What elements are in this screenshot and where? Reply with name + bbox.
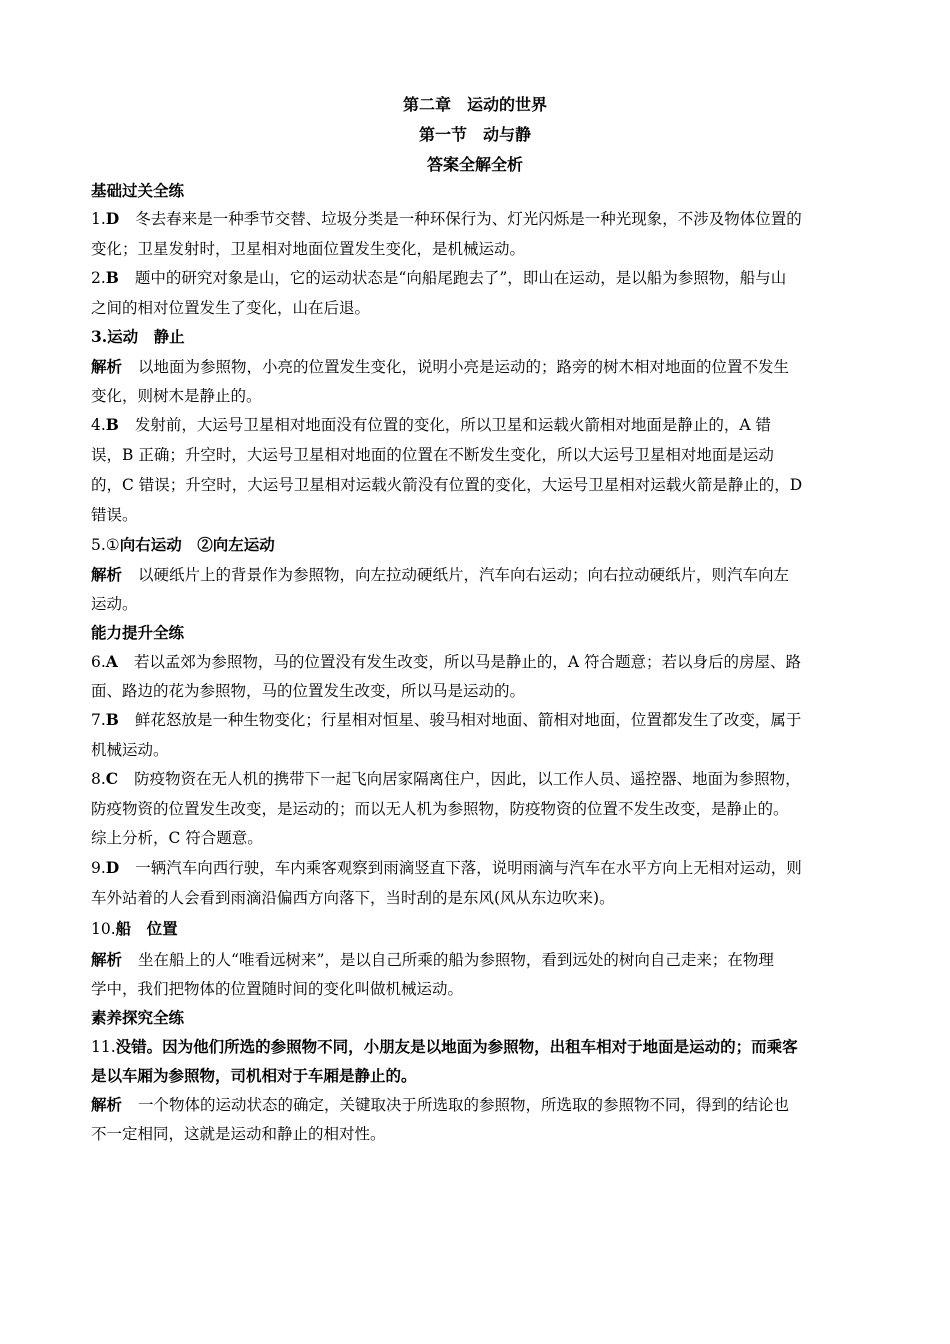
q8-line3: 综上分析，C 符合题意。 (91, 829, 263, 847)
q6-number: 6. (91, 653, 106, 671)
q6-answer: A (105, 652, 118, 671)
q5-line2: 运动。 (91, 595, 138, 613)
q5-line1 (91, 565, 789, 585)
q8-line2: 防疫物资的位置发生改变，是运动的；而以无人机为参照物，防疫物资的位置不发生改变，是静止的。 (91, 800, 789, 818)
q11-answer: 没错。因为他们所选的参照物不同，小朋友是以地面为参照物，出租车相对于地面是运动的；而乘客 (115, 1037, 798, 1056)
q3-line2: 变化，则树木是静止的。 (91, 387, 262, 405)
q10-line2: 学中，我们把物体的位置随时间的变化叫做机械运动。 (91, 980, 464, 998)
q10-answer: 船 位置 (115, 919, 178, 938)
q2-line2: 之间的相对位置发生了变化，山在后退。 (91, 299, 371, 317)
q1-text: 冬去春来是一种季节交替、垃圾分类是一种环保行为、灯光闪烁是一种光现象，不涉及物体位置的 (135, 210, 802, 228)
chapter-title: 第二章 运动的世界 (402, 95, 547, 114)
heading-literacy: 素养探究全练 (91, 1008, 185, 1027)
q5-answer-line (91, 535, 275, 555)
q7-line1 (91, 710, 801, 730)
q3-text: 以地面为参照物，小亮的位置发生变化，说明小亮是运动的；路旁的树木相对地面的位置不发生 (138, 358, 790, 376)
q10-line1 (91, 950, 774, 970)
analysis-label: 解析 (91, 950, 123, 969)
q2-answer: B (105, 268, 119, 287)
q2-number: 2. (91, 269, 106, 287)
analysis-label: 解析 (91, 357, 123, 376)
q9-text: 一辆汽车向西行驶，车内乘客观察到雨滴竖直下落，说明雨滴与汽车在水平方向上无相对运动，则 (135, 859, 802, 877)
q3-answer: 3.运动 静止 (91, 327, 185, 346)
q5-number: 5.① (91, 536, 120, 554)
q11-line1 (91, 1095, 789, 1115)
analysis-label: 解析 (91, 1095, 123, 1114)
q11-answer-line1 (91, 1037, 798, 1057)
q4-line2: 误，B 正确；升空时，大运号卫星相对地面的位置在不断发生变化，所以大运号卫星相对地面是运动 (91, 446, 774, 464)
q2-line1 (91, 268, 786, 288)
q6-line2: 面、路边的花为参照物，马的位置发生改变，所以马是运动的。 (91, 682, 526, 700)
q4-answer: B (105, 415, 119, 434)
q1-line2: 变化；卫星发射时，卫星相对地面位置发生变化，是机械运动。 (91, 240, 526, 258)
q10-number: 10. (91, 920, 116, 938)
q8-line1 (91, 769, 801, 789)
q11-text: 一个物体的运动状态的确定，关键取决于所选取的参照物，所选取的参照物不同，得到的结论也 (138, 1096, 790, 1114)
heading-ability: 能力提升全练 (91, 623, 185, 642)
q4-line1 (91, 415, 771, 435)
q8-text: 防疫物资在无人机的携带下一起飞向居家隔离住户，因此，以工作人员、遥控器、地面为参照物， (134, 770, 801, 788)
q4-text: 发射前，大运号卫星相对地面没有位置的变化，所以卫星和运载火箭相对地面是静止的，A 错 (134, 416, 772, 434)
q10-text: 坐在船上的人“唯看远树来”，是以自己所乘的船为参照物，看到远处的树向自己走来；在物理 (138, 951, 774, 969)
q4-line4: 错误。 (91, 506, 138, 524)
q2-text: 题中的研究对象是山，它的运动状态是“向船尾跑去了”，即山在运动，是以船为参照物，船与山 (134, 269, 787, 287)
q1-answer: D (105, 209, 120, 228)
q4-line3: 的，C 错误；升空时，大运号卫星相对运载火箭没有位置的变化，大运号卫星相对运载火箭是静止的，D (91, 476, 803, 494)
q8-answer: C (105, 769, 119, 788)
analysis-label: 解析 (91, 565, 123, 584)
q1-number: 1. (91, 210, 106, 228)
q5-text: 以硬纸片上的背景作为参照物，向左拉动硬纸片，汽车向右运动；向右拉动硬纸片，则汽车向左 (138, 566, 790, 584)
q11-line2: 不一定相同，这就是运动和静止的相对性。 (91, 1125, 386, 1143)
q8-number: 8. (91, 770, 106, 788)
q7-answer: B (105, 710, 119, 729)
q9-answer: D (105, 858, 120, 877)
q6-text: 若以孟郊为参照物，马的位置没有发生改变，所以马是静止的，A 符合题意；若以身后的房屋、路 (133, 653, 801, 671)
heading-basic: 基础过关全练 (91, 181, 185, 200)
section-title: 第一节 动与静 (418, 125, 531, 144)
q7-number: 7. (91, 711, 106, 729)
q5-answer: 向右运动 ②向左运动 (119, 535, 275, 554)
answer-subtitle: 答案全解全析 (426, 155, 523, 174)
q1-line1 (91, 209, 802, 229)
q11-number: 11. (91, 1038, 116, 1056)
q6-line1 (91, 652, 801, 672)
q9-number: 9. (91, 859, 106, 877)
q4-number: 4. (91, 416, 106, 434)
q7-line2: 机械运动。 (91, 741, 169, 759)
q3-line1 (91, 357, 789, 377)
q9-line1 (91, 858, 802, 878)
q9-line2: 车外站着的人会看到雨滴沿偏西方向落下，当时刮的是东风(风从东边吹来)。 (91, 889, 615, 907)
q7-text: 鲜花怒放是一种生物变化；行星相对恒星、骏马相对地面、箭相对地面，位置都发生了改变，属于 (134, 711, 802, 729)
q10-answer-line (91, 919, 178, 939)
q11-answer-line2: 是以车厢为参照物，司机相对于车厢是静止的。 (91, 1066, 417, 1085)
